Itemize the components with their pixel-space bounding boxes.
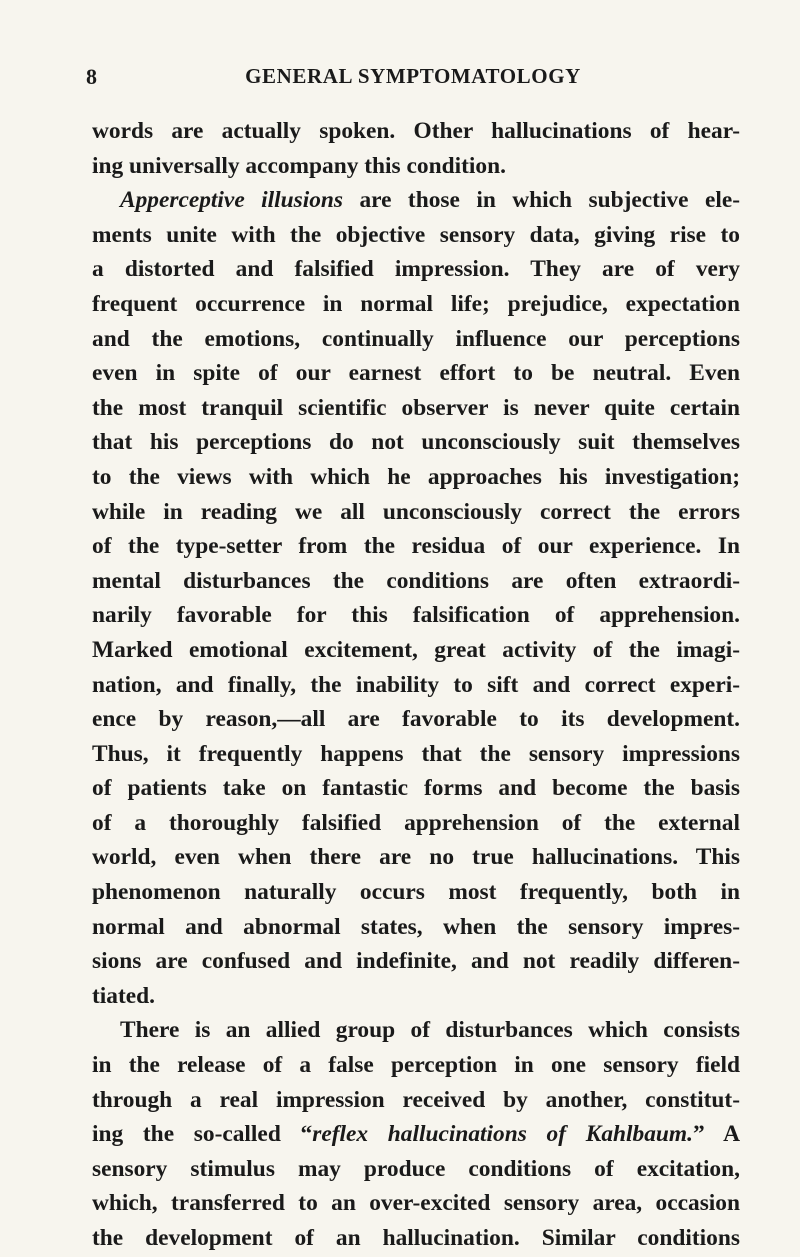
- page-number: 8: [86, 64, 98, 89]
- text-line: narily favorable for this falsification of apprehension.: [92, 602, 740, 629]
- text-line: sensory stimulus may produce conditions of excitation,: [92, 1155, 740, 1182]
- text-line: Marked emotional excitement, great activity of the imagi-: [92, 636, 740, 663]
- text-line: of the type-setter from the residua of our experience. In: [92, 533, 740, 560]
- text-run: ing the so-called “: [92, 1121, 313, 1148]
- italic-term: Apperceptive illusions: [120, 187, 344, 214]
- running-head: GENERAL SYMPTOMATOLOGY: [245, 64, 581, 88]
- page-header: [86, 64, 740, 104]
- text-line: frequent occurrence in normal life; prejudice, expectation: [92, 290, 740, 317]
- text-line: nation, and finally, the inability to sift and correct experi-: [92, 671, 740, 698]
- text-line: that his perceptions do not unconsciously suit themselves: [92, 429, 740, 456]
- text-line: in the release of a false perception in one sensory field: [92, 1052, 740, 1079]
- body-text: [92, 114, 740, 1256]
- text-line: Thus, it frequently happens that the sensory impressions: [92, 740, 740, 767]
- text-line: [92, 183, 740, 218]
- text-line: a distorted and falsified impression. They are of very: [92, 256, 740, 283]
- text-line: tiated.: [92, 982, 156, 1009]
- text-line: world, even when there are no true hallucinations. This: [92, 844, 740, 871]
- text-line: and the emotions, continually influence our perceptions: [92, 325, 740, 352]
- text-line: ing universally accompany this condition.: [92, 152, 506, 179]
- text-run: are those in which subjective ele-: [343, 187, 740, 214]
- text-run: ” A: [692, 1121, 740, 1148]
- text-line: ments unite with the objective sensory data, giving rise to: [92, 221, 740, 248]
- italic-term: reflex hallucinations of Kahlbaum.: [312, 1121, 693, 1148]
- text-line: ence by reason,—all are favorable to its development.: [92, 706, 740, 733]
- text-line: to the views with which he approaches his investigation;: [92, 463, 740, 490]
- text-line: of patients take on fantastic forms and become the basis: [92, 775, 740, 802]
- text-line: even in spite of our earnest effort to be neutral. Even: [92, 360, 740, 387]
- text-line: mental disturbances the conditions are often extraordi-: [92, 567, 740, 594]
- text-line: while in reading we all unconsciously correct the errors: [92, 498, 740, 525]
- text-line: words are actually spoken. Other hallucinations of hear-: [92, 118, 740, 144]
- text-line: which, transferred to an over-excited sensory area, occasion: [92, 1190, 740, 1217]
- text-line: There is an allied group of disturbances which consists: [120, 1017, 740, 1044]
- text-line: through a real impression received by another, constitut-: [92, 1086, 740, 1113]
- text-line: the development of an hallucination. Similar conditions: [92, 1225, 740, 1251]
- text-line: [92, 1117, 740, 1152]
- text-line: normal and abnormal states, when the sensory impres-: [92, 913, 740, 940]
- text-line: the most tranquil scientific observer is never quite certain: [92, 394, 740, 421]
- text-line: of a thoroughly falsified apprehension of the external: [92, 809, 740, 836]
- text-line: sions are confused and indefinite, and not readily differen-: [92, 948, 740, 975]
- text-line: phenomenon naturally occurs most frequently, both in: [92, 879, 740, 906]
